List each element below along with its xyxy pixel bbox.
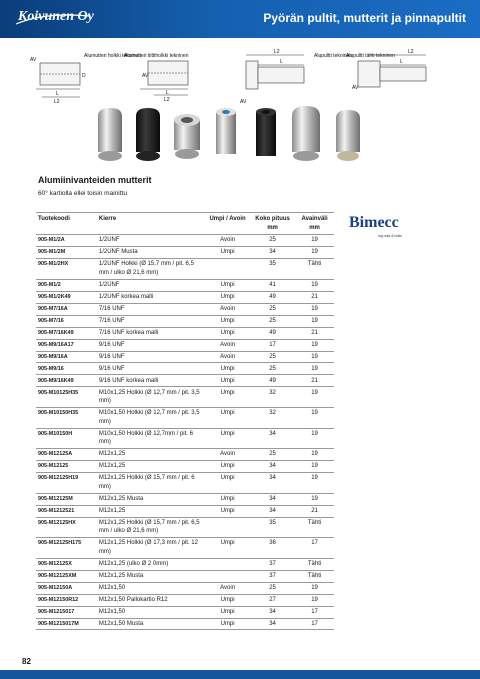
cell-code: 905-M7/16: [36, 315, 97, 327]
cell-type: [205, 259, 250, 280]
cell-length: 34: [250, 461, 295, 473]
cell-length: 49: [250, 375, 295, 387]
cell-type: Avoin: [205, 303, 250, 315]
cell-length: 34: [250, 618, 295, 630]
diagram-label-d: D: [82, 73, 86, 79]
header-type: Umpi / Avoin: [205, 213, 250, 235]
table-row: [36, 505, 334, 517]
cell-thread: M12x1,25: [97, 461, 205, 473]
section-subtitle: 60° kartiolla ellei toisin mainittu: [38, 190, 127, 197]
cell-length: 25: [250, 351, 295, 363]
cell-key: 19: [295, 247, 334, 259]
cell-key: 19: [295, 493, 334, 505]
cell-length: 17: [250, 339, 295, 351]
cell-type: Umpi: [205, 473, 250, 494]
cell-type: Umpi: [205, 279, 250, 291]
table-row: [36, 259, 334, 280]
cell-code: 905-M10150H: [36, 428, 97, 449]
cell-type: [205, 517, 250, 538]
cell-type: Umpi: [205, 363, 250, 375]
cell-length: 36: [250, 538, 295, 559]
cell-length: 25: [250, 235, 295, 247]
cell-type: Umpi: [205, 538, 250, 559]
cell-thread: 9/16 UNF: [97, 363, 205, 375]
cell-code: 905-M12125M: [36, 493, 97, 505]
table-row: [36, 363, 334, 375]
diagram-caption-4: Alupultti tähti tekninen: [346, 53, 395, 59]
table-row: [36, 461, 334, 473]
page-header: [0, 0, 480, 38]
section-title: Alumiinivanteiden mutterit: [38, 175, 152, 185]
cell-code: 905-M12125H175: [36, 538, 97, 559]
brand-tagline: lug nuts & bolts: [378, 234, 402, 238]
cell-key: 19: [295, 235, 334, 247]
table-header-row: [36, 213, 334, 235]
nut-star-chrome-icon: [216, 108, 236, 154]
technical-drawing-icon: [28, 47, 448, 107]
table-row: [36, 339, 334, 351]
cell-type: Umpi: [205, 315, 250, 327]
cell-type: Umpi: [205, 407, 250, 428]
diagram-label-av: AV: [30, 57, 37, 63]
cell-length: 35: [250, 517, 295, 538]
table-row: [36, 449, 334, 461]
table-row: [36, 493, 334, 505]
cell-code: 905-M9/16K49: [36, 375, 97, 387]
table-row: [36, 407, 334, 428]
table-row: [36, 428, 334, 449]
brand-logo: [349, 214, 433, 240]
cell-type: Umpi: [205, 461, 250, 473]
cell-key: 17: [295, 538, 334, 559]
diagram-label-av-4: AV: [352, 85, 359, 91]
diagram-label-l2-4: L2: [408, 49, 414, 55]
diagram-caption-1: Alumutteri holkki tekninen: [84, 53, 141, 59]
cell-code: 905-M12125XM: [36, 570, 97, 582]
cell-key: 19: [295, 351, 334, 363]
cell-length: 25: [250, 582, 295, 594]
cell-length: 41: [250, 279, 295, 291]
table-row: [36, 247, 334, 259]
diagram-label-l: L: [56, 91, 59, 97]
diagram-caption-3: Alupultti tekninen: [314, 53, 353, 59]
header-thread: Kierre: [97, 213, 205, 235]
cell-type: Umpi: [205, 618, 250, 630]
header-length: Koko pituus mm: [250, 213, 295, 235]
cell-code: 905-M12125X: [36, 558, 97, 570]
diagram-label-av-2: AV: [142, 73, 149, 79]
cell-thread: 7/16 UNF korkea malli: [97, 327, 205, 339]
cell-type: Umpi: [205, 291, 250, 303]
cell-length: 25: [250, 363, 295, 375]
cell-thread: M12x1,25 Musta: [97, 570, 205, 582]
diagram-caption-2: Alumutteri tiittiholkki tekninen: [124, 53, 189, 59]
cell-code: 905-M10150H35: [36, 407, 97, 428]
cell-key: 19: [295, 582, 334, 594]
cell-key: 17: [295, 606, 334, 618]
cell-type: [205, 570, 250, 582]
cell-thread: 1/2UNF korkea malli: [97, 291, 205, 303]
product-table: [36, 212, 334, 630]
cell-type: Umpi: [205, 327, 250, 339]
cell-length: 34: [250, 428, 295, 449]
product-photos: [92, 106, 388, 164]
cell-thread: 1/2UNF: [97, 235, 205, 247]
table-row: [36, 315, 334, 327]
cell-code: 905-M1212521: [36, 505, 97, 517]
cell-key: Tähti: [295, 259, 334, 280]
cell-code: 905-M9/16: [36, 363, 97, 375]
nut-chrome-1-icon: [98, 108, 122, 161]
cell-code: 905-M1215017M: [36, 618, 97, 630]
cell-thread: 1/2UNF Musta: [97, 247, 205, 259]
cell-key: 19: [295, 279, 334, 291]
cell-key: 19: [295, 449, 334, 461]
cell-code: 905-M12125HX: [36, 517, 97, 538]
cell-type: Umpi: [205, 505, 250, 517]
cell-code: 905-M7/16A: [36, 303, 97, 315]
cell-thread: M12x1,50: [97, 606, 205, 618]
cell-thread: M12x1,25 Musta: [97, 493, 205, 505]
nut-chrome-2-icon: [292, 106, 320, 161]
cell-type: Umpi: [205, 387, 250, 408]
cell-type: [205, 558, 250, 570]
cell-key: 19: [295, 473, 334, 494]
cell-code: 905-M9/16A17: [36, 339, 97, 351]
nut-chrome-3-icon: [336, 110, 360, 161]
table-row: [36, 606, 334, 618]
cell-code: 905-M12125: [36, 461, 97, 473]
nut-open-chrome-icon: [174, 114, 200, 159]
cell-thread: 9/16 UNF: [97, 339, 205, 351]
cell-thread: M12x1,25 (ulko Ø 2 0mm): [97, 558, 205, 570]
cell-key: 21: [295, 375, 334, 387]
table-row: [36, 517, 334, 538]
table-row: [36, 375, 334, 387]
page-title: Pyörän pultit, mutterit ja pinnapultit: [263, 11, 466, 25]
cell-type: Avoin: [205, 235, 250, 247]
header-code: Tuotekoodi: [36, 213, 97, 235]
cell-type: Umpi: [205, 428, 250, 449]
company-logo: Koivunen Oy: [18, 9, 94, 24]
cell-key: 19: [295, 387, 334, 408]
cell-thread: M10x1,50 Holkki (Ø 12,7 mm / pit. 3,5 mm): [97, 407, 205, 428]
diagram-label-l2: L2: [54, 99, 60, 105]
cell-thread: M12x1,25 Holkki (Ø 15,7 mm / pit. 6,5 mm / ulko Ø 21,6 mm): [97, 517, 205, 538]
cell-length: 25: [250, 315, 295, 327]
cell-thread: 1/2UNF: [97, 279, 205, 291]
table-row: [36, 582, 334, 594]
diagram-label-av-3: AV: [240, 99, 247, 105]
cell-code: 905-M9/16A: [36, 351, 97, 363]
cell-thread: M10x1,50 Holkki (Ø 12,7mm / pit. 6 mm): [97, 428, 205, 449]
cell-thread: M12x1,50 Musta: [97, 618, 205, 630]
table-row: [36, 618, 334, 630]
cell-length: 37: [250, 570, 295, 582]
table-row: [36, 327, 334, 339]
table-row: [36, 558, 334, 570]
footer-bar: [0, 670, 480, 679]
cell-code: 905-M12125A: [36, 449, 97, 461]
cell-key: 19: [295, 461, 334, 473]
table-row: [36, 538, 334, 559]
cell-length: 37: [250, 558, 295, 570]
cell-thread: M10x1,25 Holkki (Ø 12,7 mm / pit. 3,5 mm): [97, 387, 205, 408]
cell-thread: 7/16 UNF: [97, 315, 205, 327]
table-row: [36, 351, 334, 363]
cell-key: 19: [295, 303, 334, 315]
table-row: [36, 387, 334, 408]
cell-length: 34: [250, 473, 295, 494]
cell-code: 905-M1/2K49: [36, 291, 97, 303]
cell-key: 19: [295, 594, 334, 606]
cell-code: 905-M12150R12: [36, 594, 97, 606]
cell-length: 34: [250, 493, 295, 505]
cell-type: Umpi: [205, 606, 250, 618]
cell-type: Umpi: [205, 493, 250, 505]
cell-key: 21: [295, 327, 334, 339]
cell-code: 905-M1/2HX: [36, 259, 97, 280]
header-key: Avainväli mm: [295, 213, 334, 235]
cell-type: Avoin: [205, 339, 250, 351]
cell-code: 905-M10125H35: [36, 387, 97, 408]
cell-length: 35: [250, 259, 295, 280]
cell-length: 34: [250, 505, 295, 517]
cell-key: 19: [295, 315, 334, 327]
table-row: [36, 291, 334, 303]
cell-thread: M12x1,25: [97, 449, 205, 461]
cell-thread: 9/16 UNF: [97, 351, 205, 363]
cell-length: 27: [250, 594, 295, 606]
cell-code: 905-M1215017: [36, 606, 97, 618]
diagram-label-l-3: L: [280, 59, 283, 65]
cell-code: 905-M1/2M: [36, 247, 97, 259]
cell-type: Umpi: [205, 594, 250, 606]
cell-thread: M12x1,25: [97, 505, 205, 517]
table-row: [36, 235, 334, 247]
table-row: [36, 570, 334, 582]
cell-thread: M12x1,25 Holkki (Ø 17,3 mm / pit. 12 mm): [97, 538, 205, 559]
table-row: [36, 279, 334, 291]
cell-thread: M12x1,25 Holkki (Ø 15,7 mm / pit. 6 mm): [97, 473, 205, 494]
cell-key: Tähti: [295, 517, 334, 538]
cell-thread: 7/16 UNF: [97, 303, 205, 315]
cell-length: 32: [250, 387, 295, 408]
diagram-label-l-4: L: [400, 59, 403, 65]
cell-code: 905-M1/2: [36, 279, 97, 291]
cell-length: 49: [250, 291, 295, 303]
page-number: 82: [22, 657, 31, 666]
technical-diagrams: [28, 47, 448, 107]
cell-code: 905-M1/2A: [36, 235, 97, 247]
table-row: [36, 303, 334, 315]
cell-key: 21: [295, 505, 334, 517]
cell-type: Umpi: [205, 375, 250, 387]
cell-type: Avoin: [205, 449, 250, 461]
brand-name: Bimecc: [349, 214, 399, 231]
cell-length: 25: [250, 303, 295, 315]
cell-length: 25: [250, 449, 295, 461]
cell-type: Avoin: [205, 582, 250, 594]
cell-length: 32: [250, 407, 295, 428]
cell-key: Tähti: [295, 570, 334, 582]
cell-thread: M12x1,50 Pallokartio R12: [97, 594, 205, 606]
diagram-label-l-2: L: [166, 90, 169, 96]
cell-key: 19: [295, 339, 334, 351]
cell-key: Tähti: [295, 558, 334, 570]
cell-code: 905-M12150A: [36, 582, 97, 594]
cell-length: 34: [250, 247, 295, 259]
diagram-label-l2-2: L2: [164, 97, 170, 103]
cell-code: 905-M7/16K49: [36, 327, 97, 339]
cell-type: Umpi: [205, 247, 250, 259]
cell-type: Avoin: [205, 351, 250, 363]
cell-key: 17: [295, 618, 334, 630]
nut-star-black-icon: [256, 108, 276, 156]
cell-thread: M12x1,50: [97, 582, 205, 594]
table-row: [36, 473, 334, 494]
nut-black-icon: [136, 108, 160, 161]
cell-key: 19: [295, 363, 334, 375]
cell-key: 19: [295, 407, 334, 428]
cell-key: 19: [295, 428, 334, 449]
cell-key: 21: [295, 291, 334, 303]
lug-nuts-photo: [92, 106, 388, 164]
table-row: [36, 594, 334, 606]
diagram-label-l2-3: L2: [274, 49, 280, 55]
cell-length: 49: [250, 327, 295, 339]
cell-thread: 1/2UNF Holkki (Ø 15,7 mm / pit. 6,5 mm / ulko Ø 21,6 mm): [97, 259, 205, 280]
cell-length: 34: [250, 606, 295, 618]
cell-thread: 9/16 UNF korkea malli: [97, 375, 205, 387]
cell-code: 905-M12125H19: [36, 473, 97, 494]
